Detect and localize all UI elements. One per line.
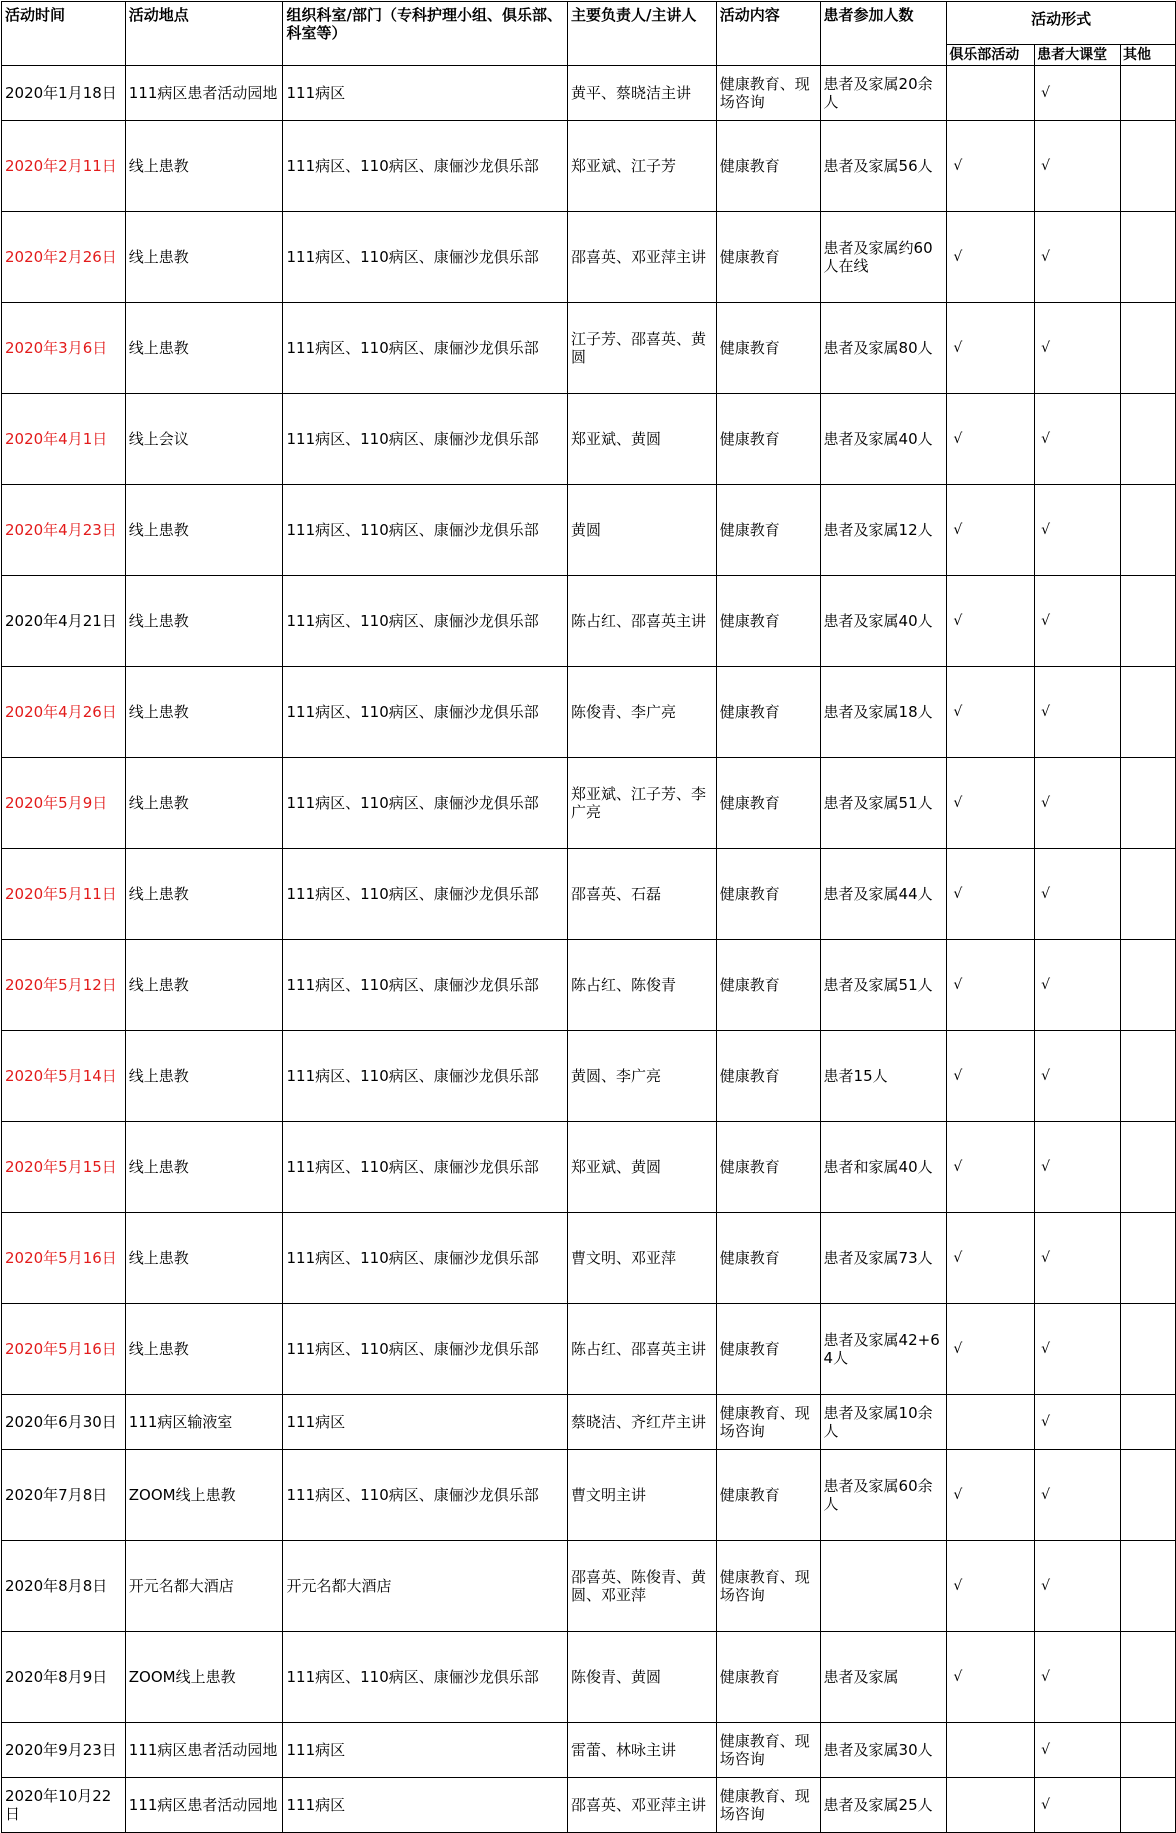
table-row [2,485,1176,576]
row-date: 2020年6月30日 [2,1395,126,1450]
row-place: 线上患教 [125,1304,283,1395]
row-class-mark: √ [1035,1213,1121,1304]
row-date: 2020年10月22日 [2,1778,126,1833]
row-other-mark [1121,303,1176,394]
row-count: 患者及家属10余人 [820,1395,947,1450]
row-club-mark [947,1723,1035,1778]
row-content: 健康教育 [716,1122,820,1213]
table-row [2,1723,1176,1778]
row-date: 2020年5月9日 [2,758,126,849]
row-club-mark: √ [947,849,1035,940]
row-person: 郑亚斌、江子芳 [567,121,716,212]
row-other-mark [1121,1450,1176,1541]
row-place: 111病区输液室 [125,1395,283,1450]
row-class-mark: √ [1035,121,1121,212]
row-person: 黄平、蔡晓洁主讲 [567,66,716,121]
row-content: 健康教育 [716,1304,820,1395]
row-date: 2020年5月14日 [2,1031,126,1122]
row-count: 患者及家属约60人在线 [820,212,947,303]
row-count: 患者及家属51人 [820,940,947,1031]
row-club-mark: √ [947,1213,1035,1304]
row-other-mark [1121,1395,1176,1450]
row-count: 患者及家属12人 [820,485,947,576]
header-form-club: 俱乐部活动 [947,45,1035,66]
row-content: 健康教育 [716,940,820,1031]
row-content: 健康教育 [716,485,820,576]
row-org: 111病区、110病区、康俪沙龙俱乐部 [283,303,567,394]
row-class-mark: √ [1035,849,1121,940]
table-row [2,576,1176,667]
row-club-mark: √ [947,576,1035,667]
row-content: 健康教育 [716,758,820,849]
table-row [2,758,1176,849]
table-row [2,667,1176,758]
row-class-mark: √ [1035,1632,1121,1723]
table-body [2,66,1176,1833]
row-count: 患者及家属73人 [820,1213,947,1304]
row-content: 健康教育 [716,1031,820,1122]
row-other-mark [1121,667,1176,758]
table-row [2,940,1176,1031]
row-date: 2020年4月21日 [2,576,126,667]
row-other-mark [1121,121,1176,212]
row-count: 患者和家属40人 [820,1122,947,1213]
row-content: 健康教育 [716,849,820,940]
row-other-mark [1121,849,1176,940]
row-date: 2020年1月18日 [2,66,126,121]
table-row [2,303,1176,394]
row-org: 111病区、110病区、康俪沙龙俱乐部 [283,1213,567,1304]
row-club-mark: √ [947,303,1035,394]
table-row [2,212,1176,303]
row-content: 健康教育、现场咨询 [716,1778,820,1833]
row-class-mark: √ [1035,394,1121,485]
row-count: 患者及家属 [820,1632,947,1723]
row-org: 111病区、110病区、康俪沙龙俱乐部 [283,940,567,1031]
row-person: 曹文明、邓亚萍 [567,1213,716,1304]
row-date: 2020年3月6日 [2,303,126,394]
row-class-mark: √ [1035,1541,1121,1632]
row-class-mark: √ [1035,303,1121,394]
row-person: 曹文明主讲 [567,1450,716,1541]
row-date: 2020年2月11日 [2,121,126,212]
row-content: 健康教育 [716,667,820,758]
row-content: 健康教育、现场咨询 [716,1723,820,1778]
row-place: 线上患教 [125,485,283,576]
row-count: 患者及家属18人 [820,667,947,758]
row-count: 患者及家属30人 [820,1723,947,1778]
row-count: 患者及家属42+64人 [820,1304,947,1395]
row-other-mark [1121,1778,1176,1833]
row-org: 111病区、110病区、康俪沙龙俱乐部 [283,1450,567,1541]
row-class-mark: √ [1035,212,1121,303]
row-org: 111病区、110病区、康俪沙龙俱乐部 [283,1122,567,1213]
row-content: 健康教育 [716,1213,820,1304]
row-club-mark: √ [947,1450,1035,1541]
row-club-mark: √ [947,212,1035,303]
row-place: 111病区患者活动园地 [125,1778,283,1833]
row-org: 111病区、110病区、康俪沙龙俱乐部 [283,394,567,485]
row-org: 111病区 [283,1395,567,1450]
row-other-mark [1121,394,1176,485]
row-place: 线上患教 [125,1213,283,1304]
row-other-mark [1121,485,1176,576]
row-org: 111病区 [283,1723,567,1778]
row-count: 患者及家属56人 [820,121,947,212]
row-place: ZOOM线上患教 [125,1450,283,1541]
row-class-mark: √ [1035,940,1121,1031]
header-form-class: 患者大课堂 [1035,45,1121,66]
row-place: 111病区患者活动园地 [125,1723,283,1778]
row-person: 邵喜英、邓亚萍主讲 [567,212,716,303]
header-person: 主要负责人/主讲人 [567,2,716,66]
row-club-mark: √ [947,1632,1035,1723]
row-person: 邵喜英、陈俊青、黄圆、邓亚萍 [567,1541,716,1632]
row-other-mark [1121,940,1176,1031]
row-class-mark: √ [1035,66,1121,121]
row-count: 患者15人 [820,1031,947,1122]
header-org: 组织科室/部门（专科护理小组、俱乐部、科室等） [283,2,567,66]
header-form: 活动形式 [947,2,1176,45]
row-place: 线上患教 [125,758,283,849]
row-content: 健康教育 [716,394,820,485]
row-count: 患者及家属25人 [820,1778,947,1833]
row-person: 江子芳、邵喜英、黄圆 [567,303,716,394]
row-other-mark [1121,1632,1176,1723]
row-place: 线上患教 [125,940,283,1031]
row-date: 2020年4月1日 [2,394,126,485]
row-count: 患者及家属51人 [820,758,947,849]
table-row [2,1450,1176,1541]
header-count: 患者参加人数 [820,2,947,66]
row-org: 111病区、110病区、康俪沙龙俱乐部 [283,212,567,303]
table-row [2,1541,1176,1632]
row-date: 2020年4月26日 [2,667,126,758]
row-org: 111病区、110病区、康俪沙龙俱乐部 [283,1304,567,1395]
row-other-mark [1121,1122,1176,1213]
row-place: ZOOM线上患教 [125,1632,283,1723]
row-club-mark: √ [947,1122,1035,1213]
row-club-mark: √ [947,121,1035,212]
row-place: 111病区患者活动园地 [125,66,283,121]
row-person: 陈占红、陈俊青 [567,940,716,1031]
row-count: 患者及家属44人 [820,849,947,940]
row-content: 健康教育 [716,303,820,394]
row-date: 2020年8月9日 [2,1632,126,1723]
row-club-mark: √ [947,758,1035,849]
row-date: 2020年9月23日 [2,1723,126,1778]
row-club-mark: √ [947,1541,1035,1632]
row-class-mark: √ [1035,485,1121,576]
row-place: 线上患教 [125,667,283,758]
row-place: 线上患教 [125,1031,283,1122]
row-date: 2020年7月8日 [2,1450,126,1541]
row-person: 郑亚斌、黄圆 [567,394,716,485]
row-count: 患者及家属40人 [820,394,947,485]
row-content: 健康教育、现场咨询 [716,66,820,121]
table-row [2,1304,1176,1395]
table-row [2,121,1176,212]
row-class-mark: √ [1035,1395,1121,1450]
row-club-mark: √ [947,485,1035,576]
row-class-mark: √ [1035,1122,1121,1213]
row-org: 111病区、110病区、康俪沙龙俱乐部 [283,485,567,576]
table-row [2,394,1176,485]
header-time: 活动时间 [2,2,126,66]
row-person: 郑亚斌、黄圆 [567,1122,716,1213]
row-count: 患者及家属40人 [820,576,947,667]
table-row [2,1632,1176,1723]
row-place: 线上患教 [125,849,283,940]
row-org: 111病区、110病区、康俪沙龙俱乐部 [283,121,567,212]
row-other-mark [1121,1213,1176,1304]
row-class-mark: √ [1035,1723,1121,1778]
header-content: 活动内容 [716,2,820,66]
row-date: 2020年5月16日 [2,1213,126,1304]
row-person: 黄圆、李广亮 [567,1031,716,1122]
row-content: 健康教育 [716,212,820,303]
row-content: 健康教育 [716,1450,820,1541]
row-content: 健康教育 [716,576,820,667]
row-person: 邵喜英、石磊 [567,849,716,940]
table-row [2,849,1176,940]
row-person: 邵喜英、邓亚萍主讲 [567,1778,716,1833]
row-org: 111病区、110病区、康俪沙龙俱乐部 [283,758,567,849]
row-org: 111病区、110病区、康俪沙龙俱乐部 [283,667,567,758]
row-person: 蔡晓洁、齐红芹主讲 [567,1395,716,1450]
row-club-mark [947,1395,1035,1450]
row-date: 2020年8月8日 [2,1541,126,1632]
table-row [2,66,1176,121]
row-class-mark: √ [1035,576,1121,667]
row-person: 黄圆 [567,485,716,576]
table-row [2,1122,1176,1213]
row-content: 健康教育、现场咨询 [716,1395,820,1450]
row-count: 患者及家属20余人 [820,66,947,121]
row-place: 开元名都大酒店 [125,1541,283,1632]
row-club-mark [947,66,1035,121]
row-person: 陈占红、邵喜英主讲 [567,1304,716,1395]
row-club-mark: √ [947,394,1035,485]
row-class-mark: √ [1035,758,1121,849]
row-org: 111病区、110病区、康俪沙龙俱乐部 [283,1031,567,1122]
row-count: 患者及家属80人 [820,303,947,394]
row-org: 111病区、110病区、康俪沙龙俱乐部 [283,1632,567,1723]
row-other-mark [1121,212,1176,303]
row-other-mark [1121,758,1176,849]
row-class-mark: √ [1035,667,1121,758]
activity-table [1,1,1176,1833]
row-place: 线上患教 [125,121,283,212]
row-count [820,1541,947,1632]
row-date: 2020年5月12日 [2,940,126,1031]
row-content: 健康教育、现场咨询 [716,1541,820,1632]
row-place: 线上患教 [125,576,283,667]
row-org: 111病区 [283,1778,567,1833]
table-row [2,1395,1176,1450]
row-club-mark: √ [947,940,1035,1031]
row-org: 111病区、110病区、康俪沙龙俱乐部 [283,576,567,667]
header-place: 活动地点 [125,2,283,66]
row-other-mark [1121,1541,1176,1632]
row-class-mark: √ [1035,1778,1121,1833]
row-place: 线上患教 [125,303,283,394]
row-person: 陈占红、邵喜英主讲 [567,576,716,667]
row-class-mark: √ [1035,1031,1121,1122]
row-date: 2020年5月11日 [2,849,126,940]
row-content: 健康教育 [716,1632,820,1723]
row-person: 陈俊青、李广亮 [567,667,716,758]
row-class-mark: √ [1035,1304,1121,1395]
row-place: 线上患教 [125,1122,283,1213]
table-row [2,1778,1176,1833]
row-person: 郑亚斌、江子芳、李广亮 [567,758,716,849]
table-row [2,1031,1176,1122]
row-other-mark [1121,66,1176,121]
row-date: 2020年4月23日 [2,485,126,576]
row-class-mark: √ [1035,1450,1121,1541]
row-content: 健康教育 [716,121,820,212]
row-club-mark: √ [947,1304,1035,1395]
row-date: 2020年5月16日 [2,1304,126,1395]
table-row [2,1213,1176,1304]
header-form-other: 其他 [1121,45,1176,66]
row-other-mark [1121,1723,1176,1778]
row-club-mark: √ [947,667,1035,758]
row-person: 陈俊青、黄圆 [567,1632,716,1723]
row-org: 开元名都大酒店 [283,1541,567,1632]
row-other-mark [1121,576,1176,667]
row-place: 线上会议 [125,394,283,485]
row-org: 111病区 [283,66,567,121]
row-date: 2020年5月15日 [2,1122,126,1213]
row-place: 线上患教 [125,212,283,303]
row-club-mark [947,1778,1035,1833]
row-other-mark [1121,1031,1176,1122]
row-club-mark: √ [947,1031,1035,1122]
row-org: 111病区、110病区、康俪沙龙俱乐部 [283,849,567,940]
row-date: 2020年2月26日 [2,212,126,303]
row-person: 雷蕾、林咏主讲 [567,1723,716,1778]
row-count: 患者及家属60余人 [820,1450,947,1541]
row-other-mark [1121,1304,1176,1395]
